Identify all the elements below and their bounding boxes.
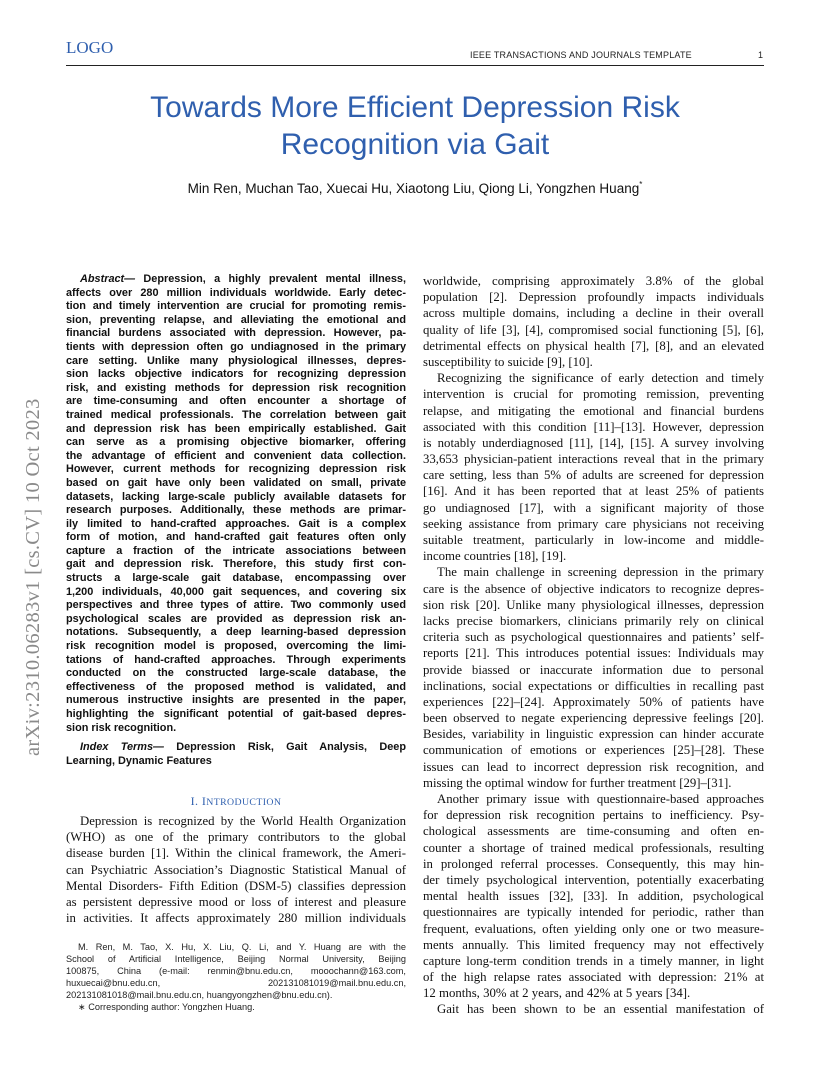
abstract-line: sion lacks objective indicators for recognizing depression xyxy=(66,368,406,381)
body-line: criteria such as psychological questionnaires and patients’ self- xyxy=(423,630,764,645)
abstract-line: research purposes. Additionally, these methods are primar- xyxy=(66,504,406,517)
section-title-initial: I xyxy=(201,794,207,808)
body-line: for depression risk recognition pertains to inefficiency. Psy- xyxy=(423,808,764,823)
abstract-line: financial burdens associated with depression. However, pa- xyxy=(66,327,406,340)
body-line: 33,653 physician-patient interactions reveal that in the primary xyxy=(423,452,764,467)
abstract-line: can serve as a promising objective biomarker, offering xyxy=(66,436,406,449)
abstract-line: affects over 280 million individuals worldwide. Early detec- xyxy=(66,286,406,299)
index-terms-line: Learning, Dynamic Features xyxy=(66,754,212,767)
title-line: Recognition via Gait xyxy=(280,128,550,161)
abstract-line: sion, preventing relapse, and alleviating the emotional and xyxy=(66,313,406,326)
abstract-line: perspectives and three types of attire. Two commonly used xyxy=(66,599,406,612)
abstract-line: effectiveness of the proposed method is validated, and xyxy=(66,680,406,693)
abstract-line: sion risk recognition. xyxy=(66,721,177,734)
intro-line: disease burden [1]. Within the clinical framework, the Ameri- xyxy=(66,846,406,861)
abstract-line: datasets, lacking large-scale publicly available datasets for xyxy=(66,490,406,503)
intro-line: Depression is recognized by the World Health Organization xyxy=(80,814,406,828)
intro-line: Mental Disorders- Fifth Edition (DSM-5) classifies depression xyxy=(66,878,406,893)
body-line: counter a shortage of trained medical professionals, resulting xyxy=(423,840,764,855)
section-heading xyxy=(66,794,406,809)
abstract-line: based on gait have only been validated on small, private xyxy=(66,476,406,489)
intro-line: (WHO) as one of the primary contributors to the global xyxy=(66,830,406,845)
body-line: population [2]. Depression profoundly impacts individuals xyxy=(423,290,764,305)
abstract-label: Abstract— xyxy=(80,273,136,285)
arxiv-stamp xyxy=(22,286,42,756)
authors-text: Min Ren, Muchan Tao, Xuecai Hu, Xiaotong Liu, Qiong Li, Yongzhen Huang xyxy=(187,181,640,196)
body-line: Recognizing the significance of early detection and timely xyxy=(437,371,764,386)
abstract-line: psychological scales are provided as depression risk an- xyxy=(66,612,406,625)
journal-name: IEEE TRANSACTIONS AND JOURNALS TEMPLATE xyxy=(470,50,692,60)
footnote-line: huxuecai@bnu.edu.cn, 202131081019@mail.bnu.edu.cn, xyxy=(66,978,406,988)
abstract-line: tion and timely intervention are crucial for promoting remis- xyxy=(66,300,406,313)
body-line: suitable treatment, particularly in low-income and middle- xyxy=(423,533,764,547)
abstract-line: gait and depression risk. Therefore, this study first con- xyxy=(66,558,406,571)
abstract-line: care setting. Unlike many physiological illnesses, depres- xyxy=(66,354,406,367)
corresponding-author-mark: * xyxy=(639,180,643,189)
abstract-line: tients with depression often go undiagnosed in the primary xyxy=(66,340,406,353)
body-line: of the high relapse rates associated with depression: 21% at xyxy=(423,970,764,985)
body-line: missing the optimal window for further treatment [29]–[31]. xyxy=(423,775,732,790)
abstract-line: capture a fraction of the intricate associations between xyxy=(66,544,406,557)
body-line: care setting, less than 5% of adults are screened for depression xyxy=(423,468,764,483)
footnote-line: ∗ Corresponding author: Yongzhen Huang. xyxy=(78,1002,255,1012)
index-terms-text: Depression Risk, Gait Analysis, Deep xyxy=(176,741,406,753)
index-terms-label: Index Terms— xyxy=(80,741,164,753)
abstract-line: However, current methods for recognizing depression risk xyxy=(66,463,406,476)
footnote-line: 100875, China (e-mail: renmin@bnu.edu.cn, mooochann@163.com, xyxy=(66,966,406,976)
abstract-line: notations. Subsequently, a deep learning-based depression xyxy=(66,626,406,639)
body-line: 12 months, 30% at 2 years, and 42% at 5 years [34]. xyxy=(423,986,691,1001)
abstract-line: the advantage of efficient and convenient data collection. xyxy=(66,449,406,462)
abstract-line: form of motion, and hand-crafted gait features often only xyxy=(66,531,406,544)
footnote-line: 202131081018@mail.bnu.edu.cn, huangyongzhen@bnu.edu.cn). xyxy=(66,990,333,1000)
body-line: sion risk [20]. Unlike many physiological illnesses, depression xyxy=(423,597,764,612)
right-column-text xyxy=(423,273,764,1018)
body-line: chological assessments are time-consuming and often en- xyxy=(423,824,764,839)
body-line: inclinations, social expectations or difficulties in recalling past xyxy=(423,678,764,693)
abstract-line: tations of hand-crafted approaches. Through experiments xyxy=(66,653,406,666)
header-rule xyxy=(66,65,764,66)
body-line: intervention is crucial for promoting remission, preventing xyxy=(423,387,764,402)
body-line: questionnaires are typically intended for periodic, rather than xyxy=(423,905,764,920)
title-line: Towards More Efficient Depression Risk xyxy=(150,91,680,124)
page-number: 1 xyxy=(758,50,764,60)
body-line: mental health issues [32], [33]. In addition, psychological xyxy=(423,889,764,904)
intro-line: as persistent depressive mood or loss of interest and pleasure xyxy=(66,894,406,909)
intro-line: can Psychiatric Association’s Diagnostic Statistical Manual of xyxy=(66,862,406,877)
body-line: worldwide, comprising approximately 3.8% of the global xyxy=(423,274,764,288)
section-number: I. xyxy=(190,794,199,808)
footnote-line: School of Artificial Intelligence, Beijing Normal University, Beijing xyxy=(66,954,406,964)
abstract-line: risk recognition model is proposed, overcoming the limi- xyxy=(66,640,406,653)
body-line: provide biassed or inaccurate information due to personal xyxy=(423,662,764,677)
body-line: Another primary issue with questionnaire-based approaches xyxy=(437,792,764,806)
body-line: ments annually. This limited frequency may not effectively xyxy=(423,937,764,952)
logo: LOGO xyxy=(66,38,114,57)
abstract xyxy=(66,273,406,735)
body-line: associated with this condition [11]–[13]. However, depression xyxy=(423,419,764,434)
abstract-line: and depression risk has been empirically established. Gait xyxy=(66,422,406,435)
body-line: Gait has been shown to be an essential manifestation of xyxy=(437,1002,764,1017)
body-line: reports [21]. This introduces potential issues: Individuals may xyxy=(423,646,764,661)
author-list xyxy=(66,180,764,196)
body-line: been observed to negate experiencing depressive feelings [20]. xyxy=(423,711,764,726)
arxiv-identifier: arXiv:2310.06283v1 [cs.CV] 10 Oct 2023 xyxy=(22,398,44,756)
body-line: seeking assistance from primary care physicians not receiving xyxy=(423,516,764,531)
body-line: The main challenge in screening depression in the primary xyxy=(437,565,764,580)
body-line: detrimental effects on physical health [7], [8], and an elevated xyxy=(423,338,764,353)
author-footnote xyxy=(66,941,406,1013)
body-line: issues can lead to incorrect depression risk recognition, and xyxy=(423,759,764,774)
section-title-rest: NTRODUCTION xyxy=(206,797,282,808)
body-line: communication of emotions or experiences [25]–[28]. These xyxy=(423,743,764,758)
index-terms-line xyxy=(66,741,406,755)
body-line: experiences [22]–[24]. Approximately 50% of patients have xyxy=(423,694,764,709)
abstract-line: numerous instructive insights are presented in the paper, xyxy=(66,694,406,707)
abstract-line: risk, and existing methods for depression risk recognition xyxy=(66,381,406,394)
body-line: in prolonged referral processes. Consequently, this may hin- xyxy=(423,856,764,871)
body-line: go undiagnosed [17], with a significant majority of those xyxy=(423,500,764,515)
abstract-line xyxy=(66,273,406,287)
body-line: capture long-term condition trends in a timely manner, in light xyxy=(423,953,764,968)
body-line: relapse, and mitigating the emotional and financial burdens xyxy=(423,403,764,418)
abstract-line: conducted on the constructed large-scale database, the xyxy=(66,667,406,680)
body-line: quality of life [3], [4], compromised social functioning [5], [6], xyxy=(423,322,764,337)
body-line: frequent, evaluations, often yielding only one or two measure- xyxy=(423,921,764,936)
body-line: [16]. And it has been reported that at least 25% of patients xyxy=(423,484,764,499)
body-line: across multiple domains, including a decline in their overall xyxy=(423,306,764,321)
footnote-line: M. Ren, M. Tao, X. Hu, X. Liu, Q. Li, and Y. Huang are with the xyxy=(78,942,406,952)
abstract-line: ily limited to hand-crafted approaches. Gait is a complex xyxy=(66,517,406,530)
introduction-text xyxy=(66,813,406,926)
body-line: der timely psychological intervention, potentially exacerbating xyxy=(423,872,764,887)
body-line: susceptibility to suicide [9], [10]. xyxy=(423,354,593,369)
body-line: income countries [18], [19]. xyxy=(423,549,567,564)
abstract-line: are time-consuming and often encounter a shortage of xyxy=(66,395,406,408)
intro-line: in activities. It affects approximately 280 million individuals xyxy=(66,911,406,926)
body-line: care is the absence of objective indicators to recognize depres- xyxy=(423,581,764,596)
index-terms xyxy=(66,741,406,768)
paper-title xyxy=(66,89,764,163)
abstract-line: structs a large-scale gait database, encompassing over xyxy=(66,572,406,585)
abstract-line: trained medical professionals. The correlation between gait xyxy=(66,408,406,421)
body-line: is notably underdiagnosed [11], [14], [15]. A survey involving xyxy=(423,435,764,450)
abstract-text: Depression, a highly prevalent mental illness, xyxy=(143,273,407,285)
abstract-line: highlighting the significant potential of gait-based depres- xyxy=(66,708,406,720)
abstract-line: 1,200 individuals, 40,000 gait sequences, and covering six xyxy=(66,585,406,598)
body-line: Besides, variability in linguistic expression can hinder accurate xyxy=(423,727,764,742)
body-line: lacks precise biomarkers, clinicians primarily rely on clinical xyxy=(423,613,764,628)
